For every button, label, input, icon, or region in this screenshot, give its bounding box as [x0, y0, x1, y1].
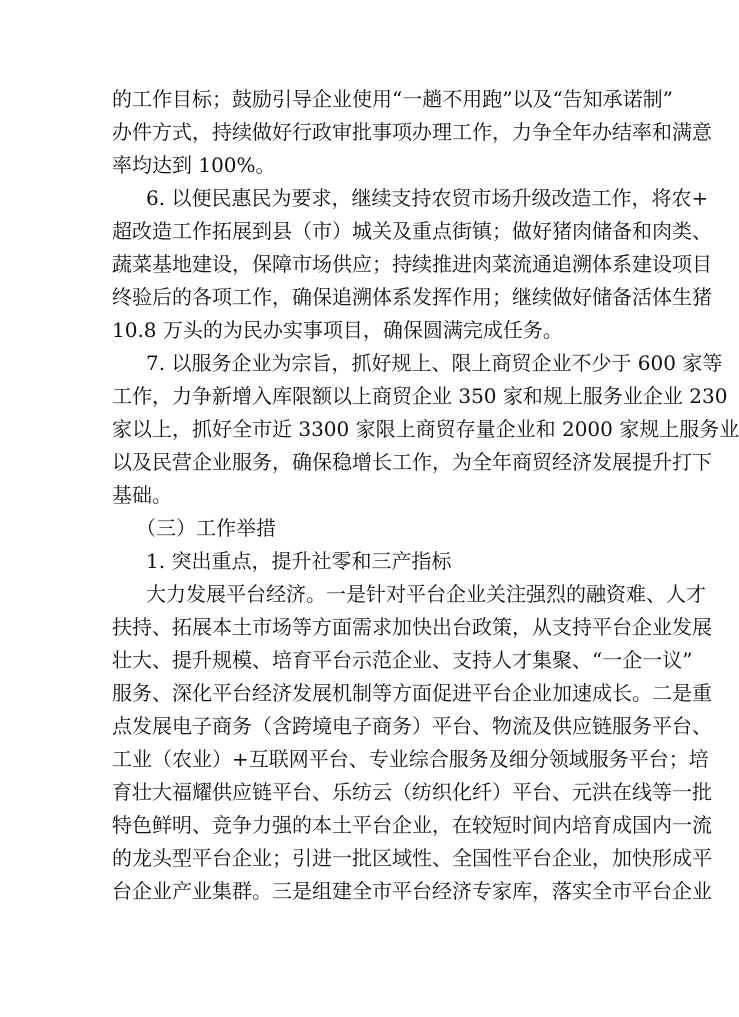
- paragraph-line: 蔬菜基地建设，保障市场供应；持续推进肉菜流通追溯体系建设项目: [112, 252, 712, 276]
- paragraph-line: 10.8 万头的为民办实事项目，确保圆满完成任务。: [112, 318, 563, 342]
- paragraph-line: 超改造工作拓展到县（市）城关及重点街镇；做好猪肉储备和肉类、: [112, 219, 712, 243]
- paragraph-line: 率均达到 100%。: [112, 153, 276, 177]
- paragraph-line: 办件方式，持续做好行政审批事项办理工作，力争全年办结率和满意: [112, 120, 712, 144]
- paragraph-line: 7. 以服务企业为宗旨，抓好规上、限上商贸企业不少于 600 家等: [146, 351, 723, 375]
- paragraph-line: 育壮大福耀供应链平台、乐纺云（纺织化纤）平台、元洪在线等一批: [112, 780, 712, 804]
- paragraph-line: 家以上，抓好全市近 3300 家限上商贸存量企业和 2000 家规上服务业: [112, 417, 739, 441]
- paragraph-line: 终验后的各项工作，确保追溯体系发挥作用；继续做好储备活体生猪: [112, 285, 712, 309]
- paragraph-line: 服务、深化平台经济发展机制等方面促进平台企业加速成长。二是重: [112, 681, 712, 705]
- paragraph-line: 壮大、提升规模、培育平台示范企业、支持人才集聚、“一企一议”: [112, 648, 693, 672]
- paragraph-line: 台企业产业集群。三是组建全市平台经济专家库，落实全市平台企业: [112, 879, 712, 903]
- paragraph-line: 以及民营企业服务，确保稳增长工作，为全年商贸经济发展提升打下: [112, 450, 712, 474]
- paragraph-line: 大力发展平台经济。一是针对平台企业关注强烈的融资难、人才: [146, 582, 706, 606]
- section-heading: （三）工作举措: [136, 516, 276, 540]
- paragraph-line: 6. 以便民惠民为要求，继续支持农贸市场升级改造工作，将农+: [146, 186, 709, 210]
- paragraph-line: 工业（农业）+互联网平台、专业综合服务及细分领域服务平台；培: [112, 747, 709, 771]
- paragraph-line: 工作，力争新增入库限额以上商贸企业 350 家和规上服务业企业 230: [112, 384, 728, 408]
- paragraph-line: 的龙头型平台企业；引进一批区域性、全国性平台企业，加快形成平: [112, 846, 712, 870]
- paragraph-line: 的工作目标；鼓励引导企业使用“一趟不用跑”以及“告知承诺制”: [112, 87, 673, 111]
- paragraph-line: 基础。: [112, 483, 172, 507]
- paragraph-line: 扶持、拓展本土市场等方面需求加快出台政策，从支持平台企业发展: [112, 615, 712, 639]
- paragraph-line: 点发展电子商务（含跨境电子商务）平台、物流及供应链服务平台、: [112, 714, 712, 738]
- subsection-heading: 1. 突出重点，提升社零和三产指标: [146, 549, 452, 573]
- paragraph-line: 特色鲜明、竞争力强的本土平台企业，在较短时间内培育成国内一流: [112, 813, 712, 837]
